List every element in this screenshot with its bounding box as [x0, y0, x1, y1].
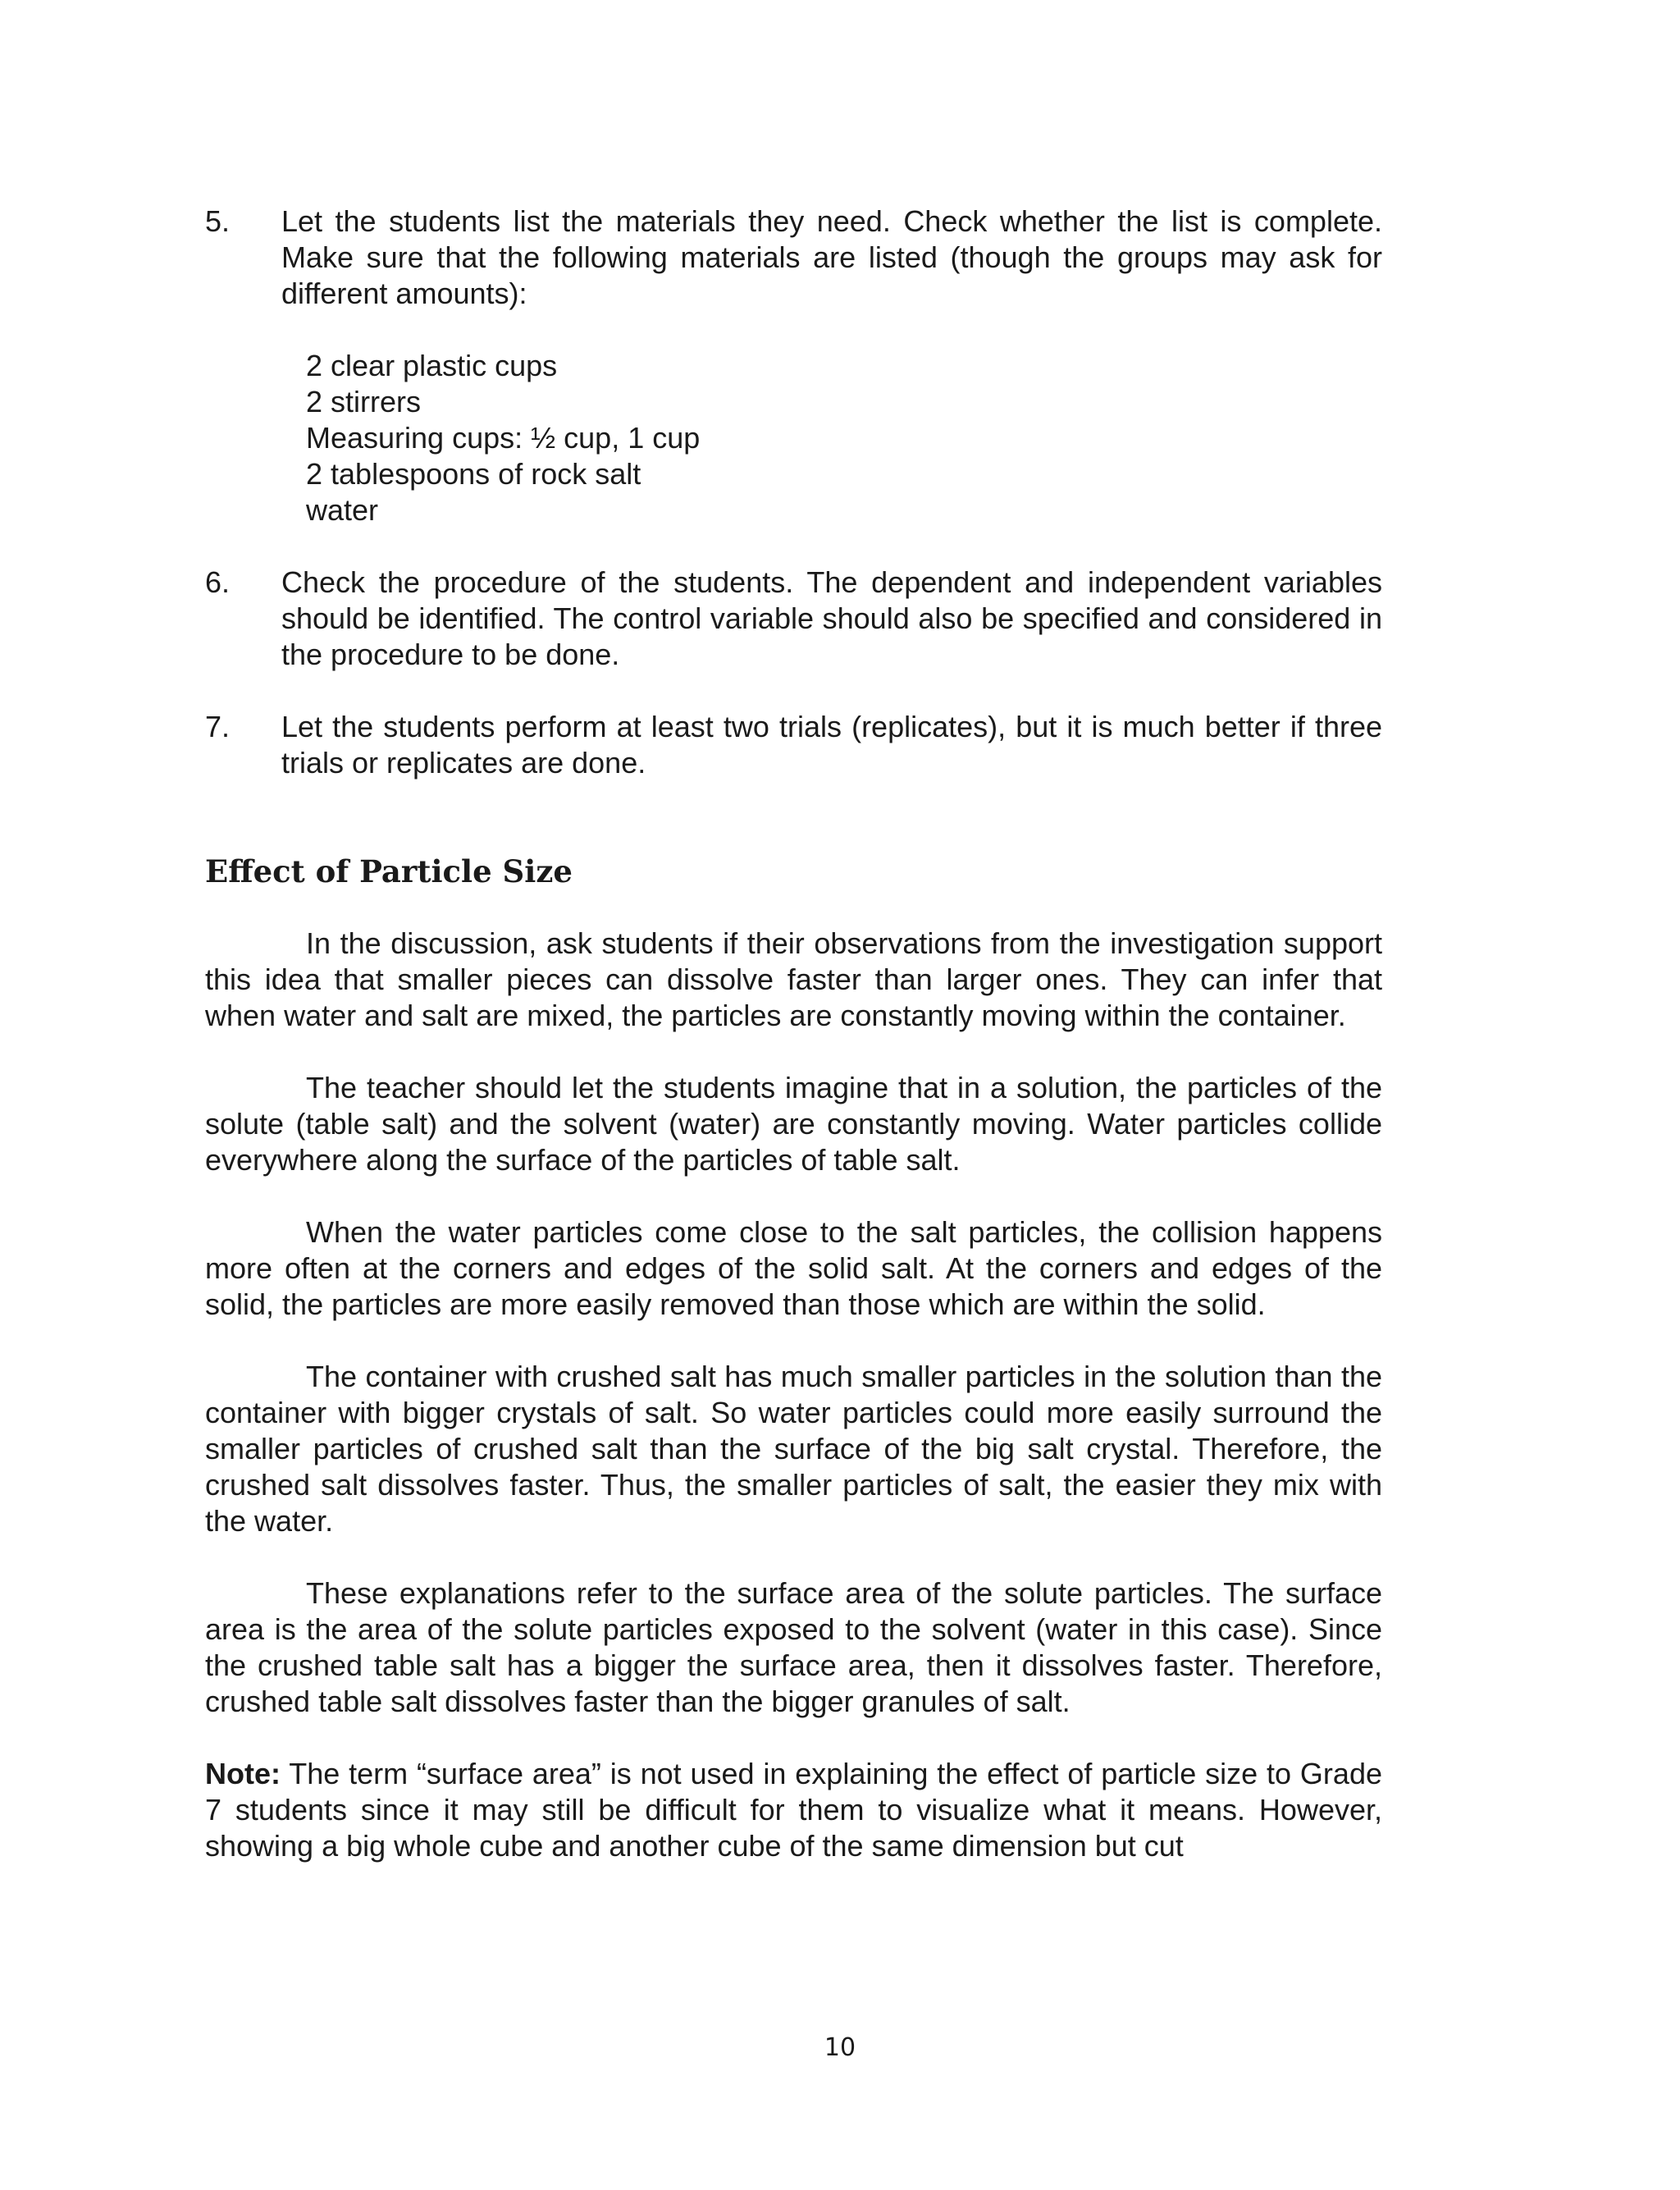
materials-list	[306, 348, 1382, 528]
section-heading: Effect of Particle Size	[205, 853, 573, 889]
paragraph: In the discussion, ask students if their observations from the investigation support this idea that smaller pieces can dissolve faster than larger ones. They can infer that when water and salt are mixed, the particles are constantly moving within the container.	[205, 926, 1382, 1032]
material-item: 2 clear plastic cups	[306, 349, 558, 382]
list-number: 7.	[205, 710, 231, 743]
material-item: 2 stirrers	[306, 385, 422, 418]
material-item: 2 tablespoons of rock salt	[306, 457, 641, 491]
page-number: 10	[824, 2033, 856, 2062]
note-paragraph	[205, 1756, 1382, 1864]
list-number: 6.	[205, 565, 231, 599]
list-item-5	[205, 203, 1382, 312]
list-item-7	[205, 709, 1382, 781]
list-item-text: Let the students list the materials they need. Check whether the list is complete. Make sure that the following materials are listed (though the groups may ask for different amounts):	[281, 204, 1382, 310]
list-item-6	[205, 565, 1382, 673]
paragraph: These explanations refer to the surface area of the solute particles. The surface area is the area of the solute particles exposed to the solvent (water in this case). Since the crushed table salt has a bigger the surface area, then it dissolves faster. Therefore, crushed table salt dissolves faster than the bigger granules of salt.	[205, 1576, 1382, 1718]
note-label: Note:	[205, 1757, 281, 1790]
page-content	[205, 203, 1382, 1864]
paragraph: When the water particles come close to the salt particles, the collision happens more often at the corners and edges of the solid salt. At the corners and edges of the solid, the particles are more easily removed than those which are within the solid.	[205, 1215, 1382, 1321]
note-text: The term “surface area” is not used in explaining the effect of particle size to Grade 7 students since it may still be difficult for them to visualize what it means. However, showing a big whole cube and another cube of the same dimension but cut	[205, 1757, 1382, 1863]
material-item: water	[306, 493, 379, 527]
paragraph: The container with crushed salt has much smaller particles in the solution than the container with bigger crystals of salt. So water particles could more easily surround the smaller particles of crushed salt than the surface of the big salt crystal. Therefore, the crushed salt dissolves faster. Thus, the smaller particles of salt, the easier they mix with the water.	[205, 1360, 1382, 1538]
material-item: Measuring cups: ½ cup, 1 cup	[306, 421, 701, 455]
list-item-text: Check the procedure of the students. The dependent and independent variables should be identified. The control variable should also be specified and considered in the procedure to be done.	[281, 565, 1382, 671]
paragraph: The teacher should let the students imagine that in a solution, the particles of the solute (table salt) and the solvent (water) are constantly moving. Water particles collide everywhere along the surface of the particles of table salt.	[205, 1071, 1382, 1177]
list-item-text: Let the students perform at least two trials (replicates), but it is much better if three trials or replicates are done.	[281, 710, 1382, 780]
list-number: 5.	[205, 204, 231, 238]
